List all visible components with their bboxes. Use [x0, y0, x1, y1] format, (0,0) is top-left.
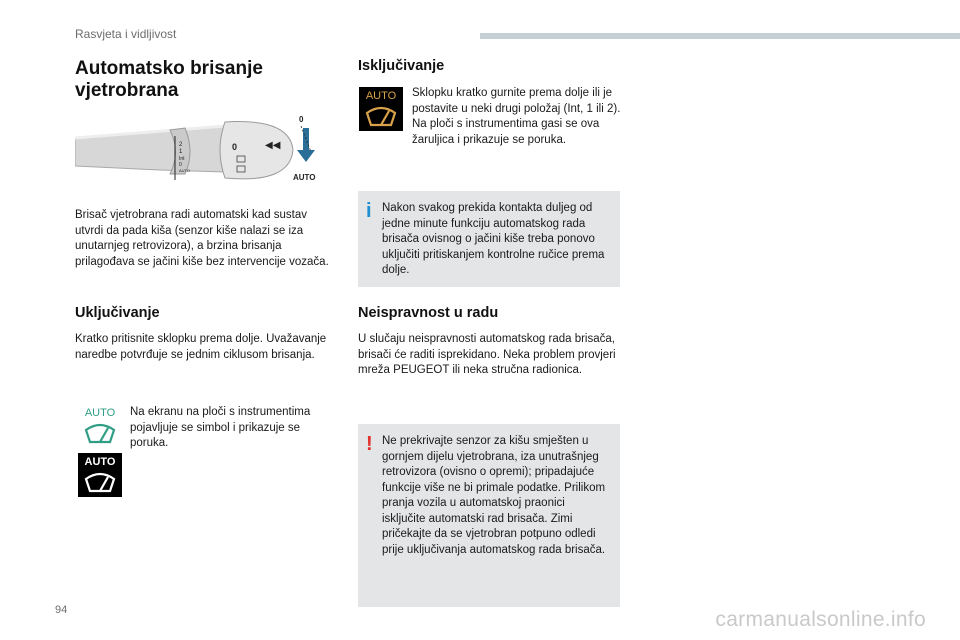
ukljucivanje-icon-text: Na ekranu na ploči s instrumentima pojavljuje se simbol i prikazuje se poruka.: [130, 406, 311, 449]
ukljucivanje-text: Kratko pritisnite sklopku prema dolje. Uvažavanje naredbe potvrđuje se jednim ciklusom brisanja.: [75, 333, 327, 361]
info-icon: i: [366, 200, 372, 222]
auto-icon-label: AUTO: [84, 407, 116, 419]
auto-wiper-black-icon: [78, 453, 122, 497]
neispravnost-text: U slučaju neispravnosti automatskog rada brisača, brisači će raditi isprekidano. Neka problem provjeri mreža PEUGEOT ili neka stručna radionica.: [358, 333, 616, 376]
heading-neispravnost: Neispravnost u radu: [358, 305, 499, 321]
intro-text: Brisač vjetrobrana radi automatski kad sustav utvrdi da pada kiša (senzor kiše nalazi se iza unutarnjeg retrovizora), a brzina brisanja prilagođava se jačini kiše bez intervencije vozača.: [75, 209, 329, 268]
watermark: carmanualsonline.info: [715, 608, 926, 631]
page-title: Automatsko brisanje vjetrobrana: [75, 58, 263, 101]
auto-wiper-green-icon: [78, 404, 122, 448]
heading-ukljucivanje: Uključivanje: [75, 305, 160, 321]
warning-note: [358, 424, 620, 607]
stalk-pos-1: 1: [179, 149, 183, 155]
arrow-top-label: 0: [299, 115, 304, 124]
stalk-pos-int: Int: [179, 156, 185, 162]
arrow-bottom-label: AUTO: [293, 173, 316, 182]
stalk-pos-auto: AUTO: [179, 168, 191, 173]
rewind-icon: ◀◀: [265, 140, 281, 151]
warning-note-text: Ne prekrivajte senzor za kišu smješten u gornjem dijelu vjetrobrana, iza unutrašnjeg retrovizora (ovisno o opremi); pripadajuće funkcije više ne bi primale podatke. Prilikom pranja vozila u automatskoj praonici isključite automatski rad brisača. Zimi pričekajte da se vjetrobran potpuno odledi prije uključivanja automatskog rada brisača.: [382, 435, 606, 556]
auto-wiper-orange-icon: [359, 87, 403, 131]
stalk-pos-2: 2: [179, 142, 183, 148]
wiper-stalk-illustration: [75, 108, 325, 190]
header-bar: [480, 33, 960, 39]
page-number: 94: [55, 604, 68, 616]
down-arrow-icon: [297, 128, 315, 162]
info-note-text: Nakon svakog prekida kontakta duljeg od jedne minute funkciju automatskog rada brisača ovisnog o jačini kiše treba ponovo uključiti pritiskanjem kontrolne ručice prema dolje.: [382, 202, 605, 276]
heading-iskljucivanje: Isključivanje: [358, 58, 445, 74]
header-section-title: Rasvjeta i vidljivost: [75, 27, 177, 41]
warning-icon: !: [366, 433, 373, 455]
auto-icon-dark-label: AUTO: [84, 456, 116, 468]
iskljucivanje-text: Sklopku kratko gurnite prema dolje ili je postavite u neki drugi položaj (Int, 1 ili 2). Na ploči s instrumentima gasi se ova žaruljica i prikazuje se poruka.: [412, 87, 621, 146]
info-note: [358, 191, 620, 287]
stalk-zero-label: 0: [232, 142, 238, 152]
auto-off-icon-label: AUTO: [365, 90, 397, 102]
stalk-pos-0: 0: [179, 162, 182, 168]
